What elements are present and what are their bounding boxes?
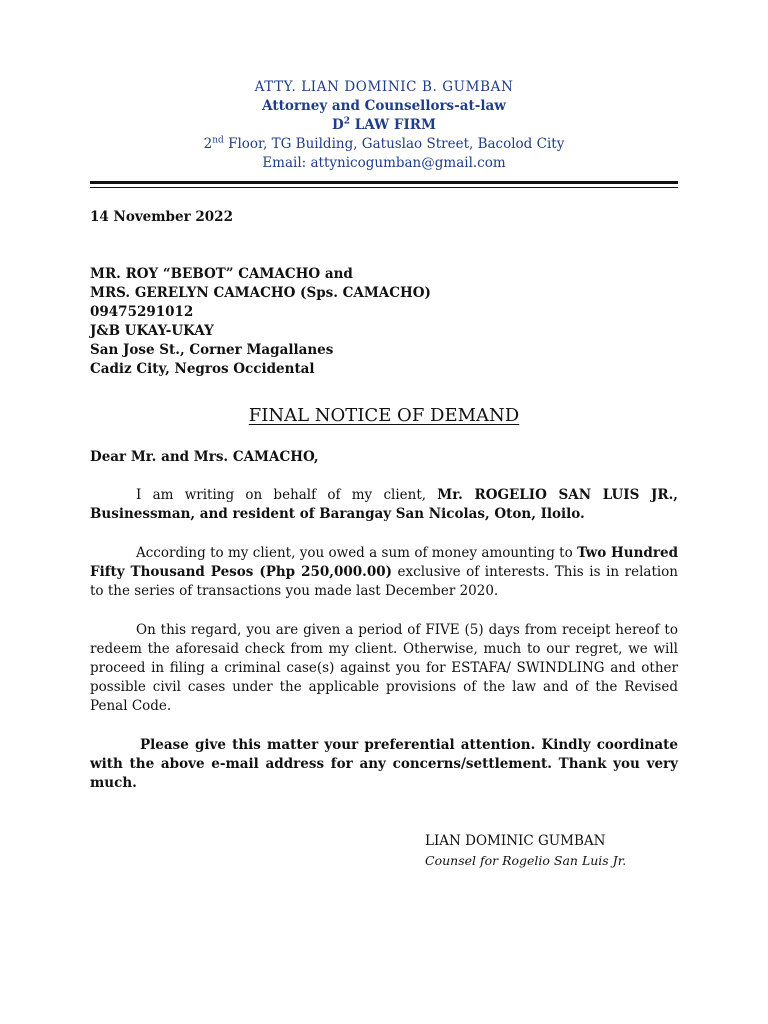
paragraph-closing: Please give this matter your preferential attention. Kindly coordinate with the above e-mail address for any concerns/settlement. Thank you very much. [90, 737, 678, 791]
firm-prefix: D [332, 117, 344, 133]
salutation: Dear Mr. and Mrs. CAMACHO, [90, 449, 319, 465]
letter-date: 14 November 2022 [90, 209, 233, 225]
address-suffix: Floor, TG Building, Gatuslao Street, Bacolod City [223, 136, 565, 152]
letter-title: FINAL NOTICE OF DEMAND [248, 405, 520, 426]
letterhead-divider-thick [90, 181, 678, 184]
addressee-line: 09475291012 [90, 304, 194, 320]
paragraph-amount-bold: Two Hundred Fifty Thousand Pesos (Php 250,000.00) [90, 545, 679, 580]
signatory-title: Counsel for Rogelio San Luis Jr. [425, 853, 627, 868]
addressee-line: MRS. GERELYN CAMACHO (Sps. CAMACHO) [90, 285, 431, 301]
paragraph-client-text: I am writing on behalf of my client, [136, 487, 438, 503]
paragraph-client [90, 486, 678, 524]
addressee-line: Cadiz City, Negros Occidental [90, 361, 315, 377]
paragraph-amount [90, 544, 678, 601]
addressee-line: J&B UKAY-UKAY [90, 323, 214, 339]
paragraph-deadline: On this regard, you are given a period of FIVE (5) days from receipt hereof to redeem the aforesaid check from my client. Otherwise, much to our regret, we will proceed in filing a criminal case(s) against you for ESTAFA/ SWINDLING and other possible civil cases under the applicable provisions of the law and of the Revised Penal Code. [90, 622, 678, 714]
address-prefix: 2 [203, 136, 213, 152]
signature-block [425, 832, 626, 870]
letterhead-divider-thin [90, 187, 678, 188]
law-firm-name [90, 116, 678, 135]
paragraph-amount-text-after: exclusive of interests. This is in relation to the series of transactions you made last December 2020. [90, 564, 679, 599]
address-superscript: nd [212, 135, 224, 146]
signatory-name: LIAN DOMINIC GUMBAN [425, 833, 606, 849]
firm-superscript: 2 [343, 116, 351, 127]
paragraph-amount-text-before: According to my client, you owed a sum of money amounting to [136, 545, 578, 561]
firm-suffix: LAW FIRM [350, 117, 436, 133]
firm-address [90, 135, 678, 154]
attorney-role: Attorney and Counsellors-at-law [262, 98, 506, 114]
attorney-name: ATTY. LIAN DOMINIC B. GUMBAN [254, 79, 514, 95]
addressee-line: San Jose St., Corner Magallanes [90, 342, 334, 358]
letterhead [90, 78, 678, 173]
paragraph-client-bold: Mr. ROGELIO SAN LUIS JR., Businessman, and resident of Barangay San Nicolas, Oton, Iloilo. [90, 487, 678, 522]
firm-email: Email: attynicogumban@gmail.com [262, 155, 506, 171]
addressee-line: MR. ROY “BEBOT” CAMACHO and [90, 266, 353, 282]
addressee-block [90, 265, 678, 379]
